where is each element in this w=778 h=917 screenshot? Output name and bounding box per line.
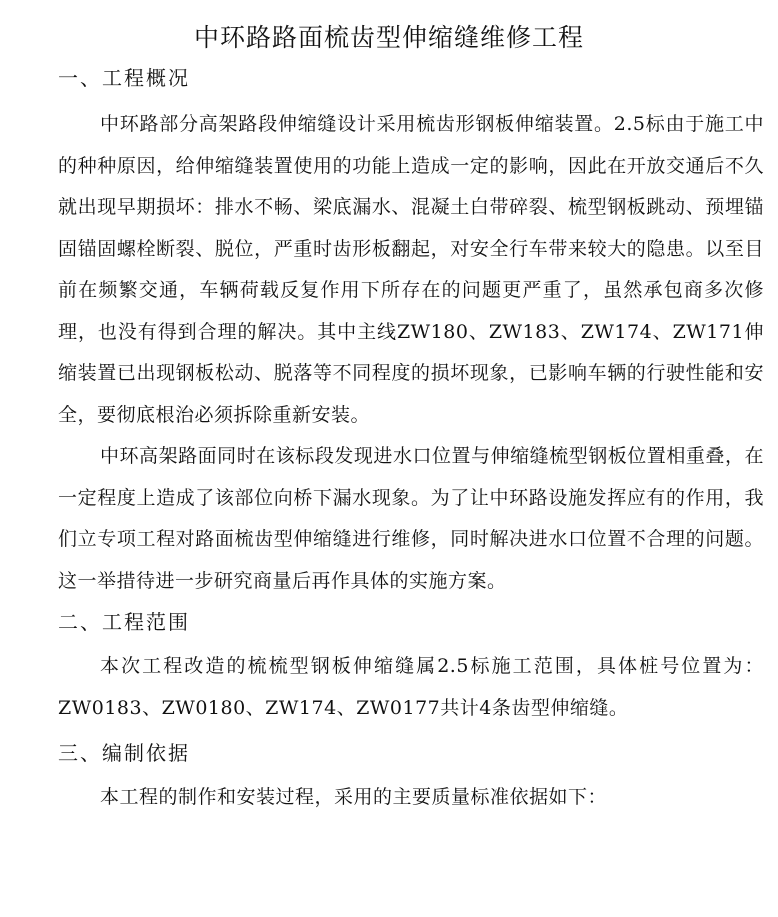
section-heading-scope: 二、工程范围 [58,610,190,634]
overview-paragraph-2: 中环高架路面同时在该标段发现进水口位置与伸缩缝梳型钢板位置相重叠，在一定程度上造成了该部位向桥下漏水现象。为了让中环路设施发挥应有的作用，我们立专项工程对路面梳齿型伸缩缝进行维修，同时解决进水口位置不合理的问题。这一举措待进一步研究商量后再作具体的实施方案。 [58,445,764,592]
section-basis [58,733,764,819]
overview-paragraph-1: 中环路部分高架路段伸缩缝设计采用梳齿形钢板伸缩装置。2.5标由于施工中的种种原因，给伸缩缝装置使用的功能上造成一定的影响，因此在开放交通后不久就出现早期损坏：排水不畅、梁底漏水、混凝土白带碎裂、梳型钢板跳动、预埋锚固锚固螺栓断裂、脱位，严重时齿形板翻起，对安全行车带来较大的隐患。以至目前在频繁交通，车辆荷载反复作用下所存在的问题更严重了，虽然承包商多次修理，也没有得到合理的解决。其中主线ZW180、ZW183、ZW174、ZW171伸缩装置已出现钢板松动、脱落等不同程度的损坏现象，已影响车辆的行驶性能和安全，要彻底根治必须拆除重新安装。 [58,113,764,426]
basis-paragraph-1: 本工程的制作和安装过程，采用的主要质量标准依据如下： [100,786,608,808]
section-heading-overview: 一、工程概况 [58,66,190,90]
scope-paragraph-1: 本次工程改造的梳梳型钢板伸缩缝属2.5标施工范围，具体桩号位置为：ZW0183、ZW0180、ZW174、ZW0177共计4条齿型伸缩缝。 [58,655,764,719]
section-heading-basis: 三、编制依据 [58,741,190,765]
section-overview [58,58,764,602]
section-scope [58,602,764,729]
document-title: 中环路路面梳齿型伸缩缝维修工程 [193,23,584,52]
